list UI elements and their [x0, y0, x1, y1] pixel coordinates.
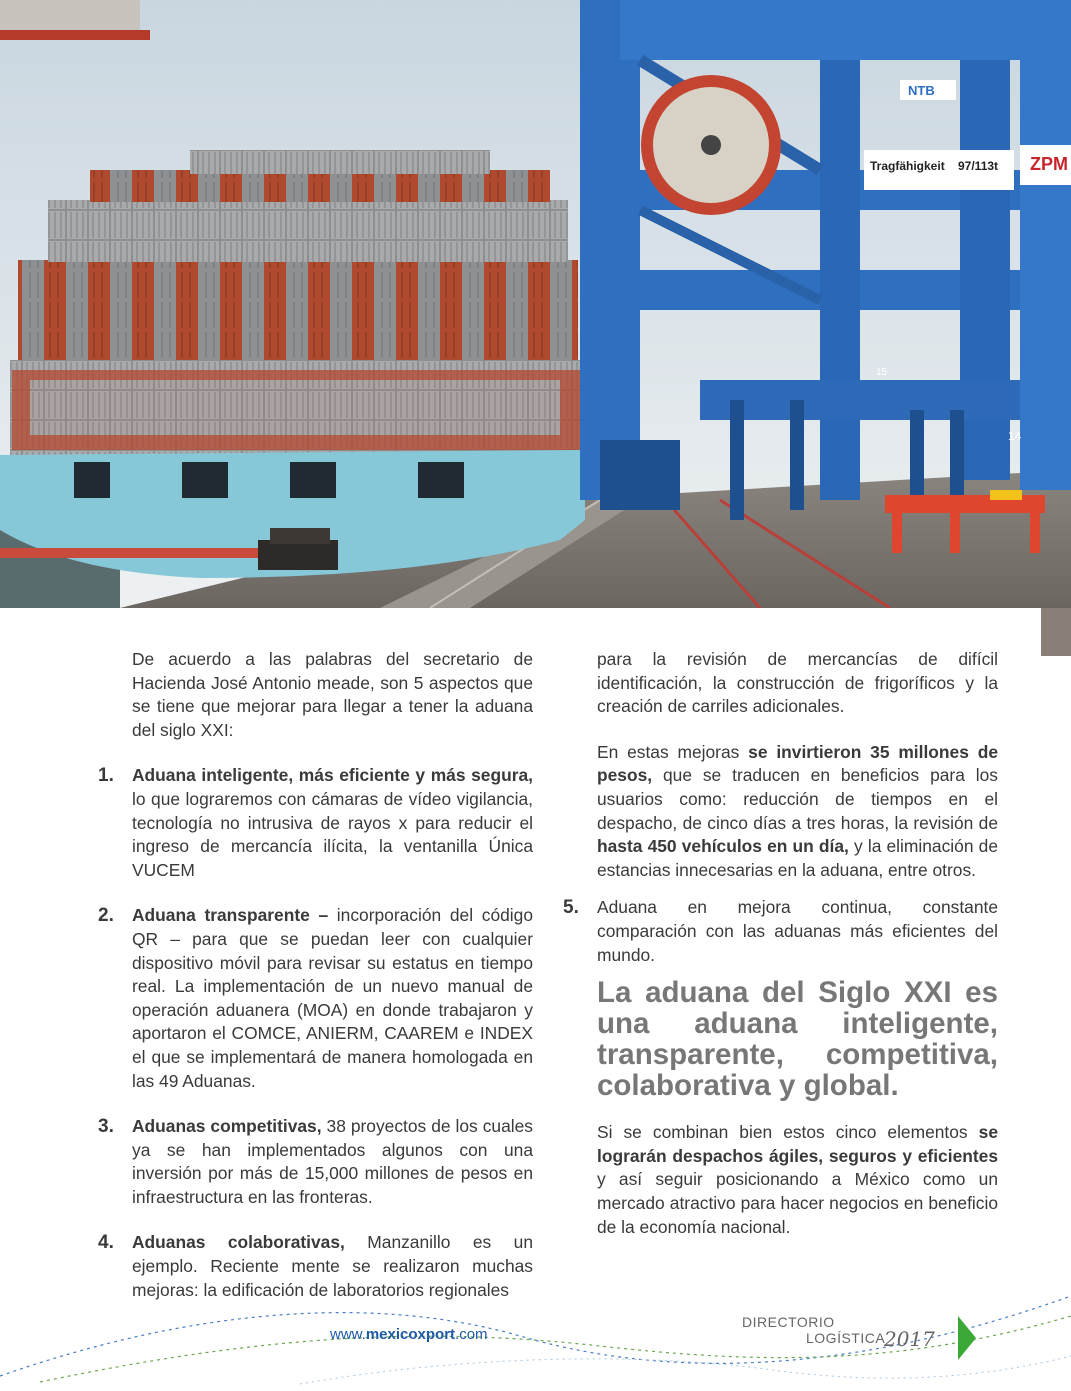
continuation-paragraph: para la revisión de mercancías de difícil identificación, la construcción de frigoríficos y la creación de carriles adicionales.	[597, 649, 998, 717]
list-number: 3.	[98, 1116, 114, 1138]
list-number: 1.	[98, 765, 114, 787]
list-item-text: Aduana en mejora continua, constante comparación con las aduanas más eficientes del mundo.	[597, 897, 998, 965]
website-link[interactable]	[330, 1326, 488, 1343]
list-item-text: lo que lograremos con cámaras de vídeo vigilancia, tecnología no intrusiva de rayos x para reducir el ingreso de mercancía ilícita, la ventanilla Única VUCEM	[132, 788, 533, 880]
crane-brand-ntb: NTB	[908, 83, 935, 98]
closing-highlight: se lograrán despachos ágiles, seguros y eficientes	[597, 1122, 998, 1166]
headline-line: una aduana inteligente,	[597, 1007, 998, 1041]
list-item-2	[98, 904, 534, 1093]
investment-highlight: se invirtieron 35 millones de pesos,	[597, 741, 999, 786]
text-run: En estas mejoras	[597, 741, 749, 762]
next-page-arrow-icon[interactable]	[958, 1316, 976, 1360]
list-item-title: Aduanas competitivas,	[132, 1116, 322, 1137]
hero-photo	[0, 0, 1071, 608]
crane-brand-zpmc: ZPM	[1030, 154, 1068, 174]
site-name: mexicoxport	[365, 1326, 456, 1343]
text-run: y la eliminación de estancias innecesarias en la aduana, entre otros.	[597, 836, 998, 880]
photo-edge-strip	[1041, 608, 1071, 656]
text-run: que se traducen en beneficios para los usuarios como: reducción de tiempos en el despacho, de cinco días a tres horas, la revisión de	[597, 765, 998, 833]
crane-number: 14	[1008, 429, 1022, 443]
list-item-1	[98, 764, 533, 882]
list-item-5	[563, 896, 998, 967]
list-number: 5.	[563, 897, 579, 919]
pull-quote-headline	[597, 977, 998, 1101]
closing-paragraph	[597, 1121, 998, 1239]
crane-sign-load: 97/113t	[958, 159, 999, 173]
text-run: Si se combinan bien estos cinco elementos	[597, 1122, 979, 1143]
investment-paragraph	[597, 741, 998, 883]
list-item-title: Aduanas colaborativas,	[132, 1232, 345, 1253]
site-suffix: .com	[455, 1326, 488, 1343]
left-column	[98, 648, 534, 1302]
headline-line: colaborativa y global.	[597, 1069, 899, 1103]
intro-paragraph: De acuerdo a las palabras del secretario de Hacienda José Antonio meade, son 5 aspectos que se tiene que mejorar para llegar a tener la aduana del siglo XXI:	[132, 649, 533, 740]
list-item-text: incorporación del código QR – para que se puedan leer con cualquier dispositivo móvil para revisar su estatus en tiempo real. La implementación de un nuevo manual de operación aduanera (MOA) en donde trabajaron y aportaron el COMCE, ANIERM, CAAREM e INDEX el que se implementará de manera homologada en las 49 Aduanas.	[132, 905, 534, 1091]
list-number: 2.	[98, 905, 114, 927]
directory-logo	[742, 1314, 942, 1364]
list-item-title: Aduana inteligente, más eficiente y más segura,	[132, 765, 533, 786]
right-column	[563, 648, 999, 1239]
headline-line: transparente, competitiva,	[597, 1038, 998, 1072]
vehicles-highlight: hasta 450 vehículos en un día,	[597, 836, 849, 857]
logo-year: 2017	[884, 1327, 935, 1351]
list-item-4	[98, 1231, 533, 1302]
list-item-text: 38 proyectos de los cuales ya se han implementados algunos con una inversión por más de 15,000 millones de pesos en infraestructura en las fronteras.	[132, 1116, 533, 1207]
crane-sign-text: Tragfähigkeit	[870, 159, 945, 173]
logo-line-1: DIRECTORIO	[742, 1314, 835, 1330]
site-prefix: www.	[330, 1326, 366, 1343]
text-run: y así seguir posicionando a México como un mercado atractivo para hacer negocios en beneficio de la economía nacional.	[597, 1169, 998, 1237]
list-item-3	[98, 1115, 533, 1209]
list-number: 4.	[98, 1232, 114, 1254]
headline-line: La aduana del Siglo XXI es	[597, 976, 998, 1010]
logo-line-2: LOGÍSTICA	[806, 1330, 886, 1346]
list-item-title: Aduana transparente –	[132, 905, 329, 926]
list-item-text: Manzanillo es un ejemplo. Reciente mente se realizaron muchas mejoras: la edificación de laboratorios regionales	[132, 1232, 533, 1300]
crane-number-2: 15	[876, 367, 888, 378]
